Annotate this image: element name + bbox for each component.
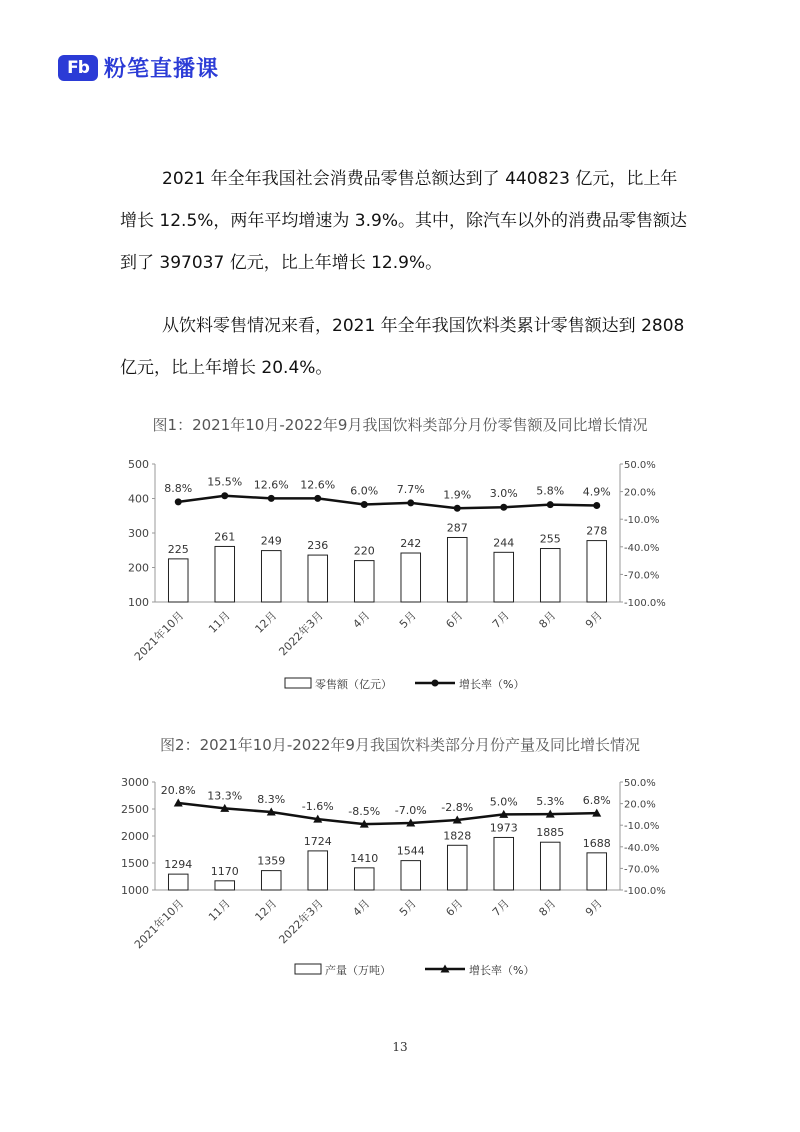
bar-value-label: 261	[214, 530, 236, 544]
growth-rate-label: 6.8%	[582, 794, 611, 808]
right-tick-label: 50.0%	[624, 460, 656, 471]
category-label: 8月	[536, 896, 559, 919]
growth-rate-label: -7.0%	[394, 804, 427, 818]
growth-rate-point	[268, 495, 275, 502]
bar	[215, 881, 235, 890]
paragraph-1	[120, 158, 690, 284]
growth-rate-point	[314, 495, 321, 502]
right-tick-label: -10.0%	[624, 821, 660, 833]
logo-mark: Fb	[58, 55, 98, 81]
growth-rate-label: 8.8%	[164, 481, 193, 495]
category-label: 5月	[396, 896, 419, 919]
left-tick-label: 2000	[121, 830, 149, 843]
left-tick-label: 500	[128, 458, 149, 471]
bar-value-label: 242	[400, 537, 422, 551]
bar	[354, 561, 374, 602]
logo-text: 粉笔直播课	[104, 57, 220, 82]
growth-rate-label: 4.9%	[582, 485, 611, 499]
category-label: 2022年3月	[276, 896, 326, 947]
growth-rate-label: 12.6%	[253, 478, 289, 492]
category-label: 2022年3月	[276, 608, 326, 659]
growth-rate-label: -2.8%	[441, 801, 474, 815]
bar-value-label: 1885	[536, 826, 565, 840]
growth-rate-point	[500, 504, 507, 511]
category-label: 8月	[536, 608, 559, 631]
category-label: 5月	[396, 608, 419, 631]
growth-rate-label: 5.0%	[489, 795, 518, 809]
bar-value-label: 1294	[164, 858, 193, 872]
bar-value-label: 1724	[303, 834, 332, 848]
growth-rate-line	[178, 803, 597, 824]
bar	[587, 853, 607, 890]
bar-value-label: 1359	[257, 854, 286, 868]
left-tick-label: 300	[128, 527, 149, 540]
bar-value-label: 287	[446, 521, 468, 535]
bar	[587, 541, 607, 602]
growth-rate-label: 8.3%	[257, 793, 286, 807]
chart-2	[100, 772, 700, 984]
brand-logo	[58, 52, 219, 83]
bar	[308, 851, 328, 890]
right-tick-label: 20.0%	[624, 487, 656, 499]
page-number: 13	[392, 1040, 408, 1054]
right-tick-label: -40.0%	[624, 842, 660, 854]
bar-value-label: 1170	[210, 864, 239, 878]
bar	[540, 842, 560, 890]
left-tick-label: 400	[128, 492, 149, 506]
growth-rate-point	[221, 492, 228, 499]
left-tick-label: 3000	[121, 776, 149, 789]
right-tick-label: -100.0%	[624, 598, 666, 609]
category-label: 6月	[443, 608, 466, 631]
left-tick-label: 200	[128, 561, 149, 575]
growth-rate-point	[175, 498, 182, 505]
bar-value-label: 220	[353, 544, 375, 558]
bar	[401, 861, 421, 890]
category-label: 7月	[489, 896, 512, 919]
growth-rate-point	[593, 502, 600, 509]
category-label: 11月	[206, 896, 233, 924]
growth-rate-label: 7.7%	[396, 482, 425, 496]
bar	[494, 837, 514, 890]
right-tick-label: -70.0%	[624, 864, 660, 876]
chart-1-title: 图1：2021年10月-2022年9月我国饮料类部分月份零售额及同比增长情况	[152, 416, 648, 434]
growth-rate-label: 15.5%	[207, 475, 243, 489]
bar	[168, 874, 188, 890]
category-label: 6月	[443, 896, 466, 919]
bar	[308, 555, 328, 602]
category-label: 12月	[252, 896, 280, 924]
category-label: 9月	[582, 608, 605, 631]
category-label: 4月	[350, 608, 373, 631]
legend-line-marker	[432, 680, 439, 687]
bar-value-label: 278	[586, 524, 608, 538]
category-label: 12月	[252, 608, 280, 636]
category-label: 2021年10月	[131, 608, 187, 664]
right-tick-label: 50.0%	[624, 778, 656, 789]
growth-rate-label: -8.5%	[348, 805, 381, 819]
bar	[261, 551, 281, 602]
growth-rate-label: 5.8%	[536, 484, 565, 498]
left-tick-label: 2500	[121, 803, 149, 816]
bar	[261, 871, 281, 890]
category-label: 11月	[206, 608, 233, 636]
growth-rate-label: -1.6%	[301, 800, 334, 814]
left-tick-label: 100	[128, 596, 149, 609]
legend-bar-swatch	[285, 678, 311, 688]
bar-value-label: 236	[307, 539, 329, 553]
paragraph-2	[120, 305, 690, 389]
right-tick-label: 20.0%	[624, 799, 656, 811]
legend-bar-label: 零售额（亿元）	[315, 678, 392, 691]
growth-rate-point	[407, 499, 414, 506]
legend-line-label: 增长率（%）	[469, 964, 535, 977]
bar	[540, 549, 560, 602]
growth-rate-point	[547, 501, 554, 508]
left-tick-label: 1000	[121, 884, 149, 897]
growth-rate-label: 12.6%	[300, 478, 336, 492]
bar	[215, 546, 235, 602]
category-label: 9月	[582, 896, 605, 919]
growth-rate-label: 1.9%	[443, 488, 472, 502]
chart-1	[100, 452, 700, 700]
bar	[168, 559, 188, 602]
growth-rate-label: 13.3%	[207, 789, 243, 803]
growth-rate-point	[454, 505, 461, 512]
bar-value-label: 255	[539, 532, 561, 546]
legend-line-label: 增长率（%）	[459, 678, 525, 691]
bar-value-label: 1688	[582, 836, 611, 850]
category-label: 4月	[350, 896, 373, 919]
bar-value-label: 1410	[350, 851, 379, 865]
bar	[354, 868, 374, 890]
category-label: 2021年10月	[131, 896, 187, 952]
bar	[401, 553, 421, 602]
right-tick-label: -70.0%	[624, 570, 660, 582]
legend-bar-swatch	[295, 964, 321, 974]
growth-rate-label: 5.3%	[536, 795, 565, 809]
bar-value-label: 225	[167, 542, 189, 556]
paragraph-1-text: 2021 年全年我国社会消费品零售总额达到了 440823 亿元，比上年增长 12.5%，两年平均增速为 3.9%。其中，除汽车以外的消费品零售额达到了 397037 亿元，比上年增长 12.9%。	[120, 169, 688, 273]
growth-rate-line	[178, 496, 597, 509]
legend-bar-label: 产量（万吨）	[325, 964, 391, 977]
bar	[494, 552, 514, 602]
bar-value-label: 249	[260, 534, 282, 548]
growth-rate-label: 20.8%	[160, 784, 196, 798]
bar-value-label: 1973	[489, 821, 518, 835]
chart-2-title: 图2：2021年10月-2022年9月我国饮料类部分月份产量及同比增长情况	[160, 736, 640, 754]
growth-rate-point	[361, 501, 368, 508]
right-tick-label: -100.0%	[624, 886, 666, 897]
bar-value-label: 1544	[396, 844, 425, 858]
right-tick-label: -40.0%	[624, 542, 660, 554]
paragraph-2-text: 从饮料零售情况来看，2021 年全年我国饮料类累计零售额达到 2808 亿元，比上年增长 20.4%。	[120, 316, 685, 378]
growth-rate-label: 3.0%	[489, 487, 518, 501]
category-label: 7月	[489, 608, 512, 631]
left-tick-label: 1500	[121, 857, 149, 870]
right-tick-label: -10.0%	[624, 515, 660, 527]
growth-rate-label: 6.0%	[350, 484, 379, 498]
bar-value-label: 244	[493, 536, 515, 550]
bar	[447, 537, 467, 602]
bar-value-label: 1828	[443, 829, 472, 843]
bar	[447, 845, 467, 890]
